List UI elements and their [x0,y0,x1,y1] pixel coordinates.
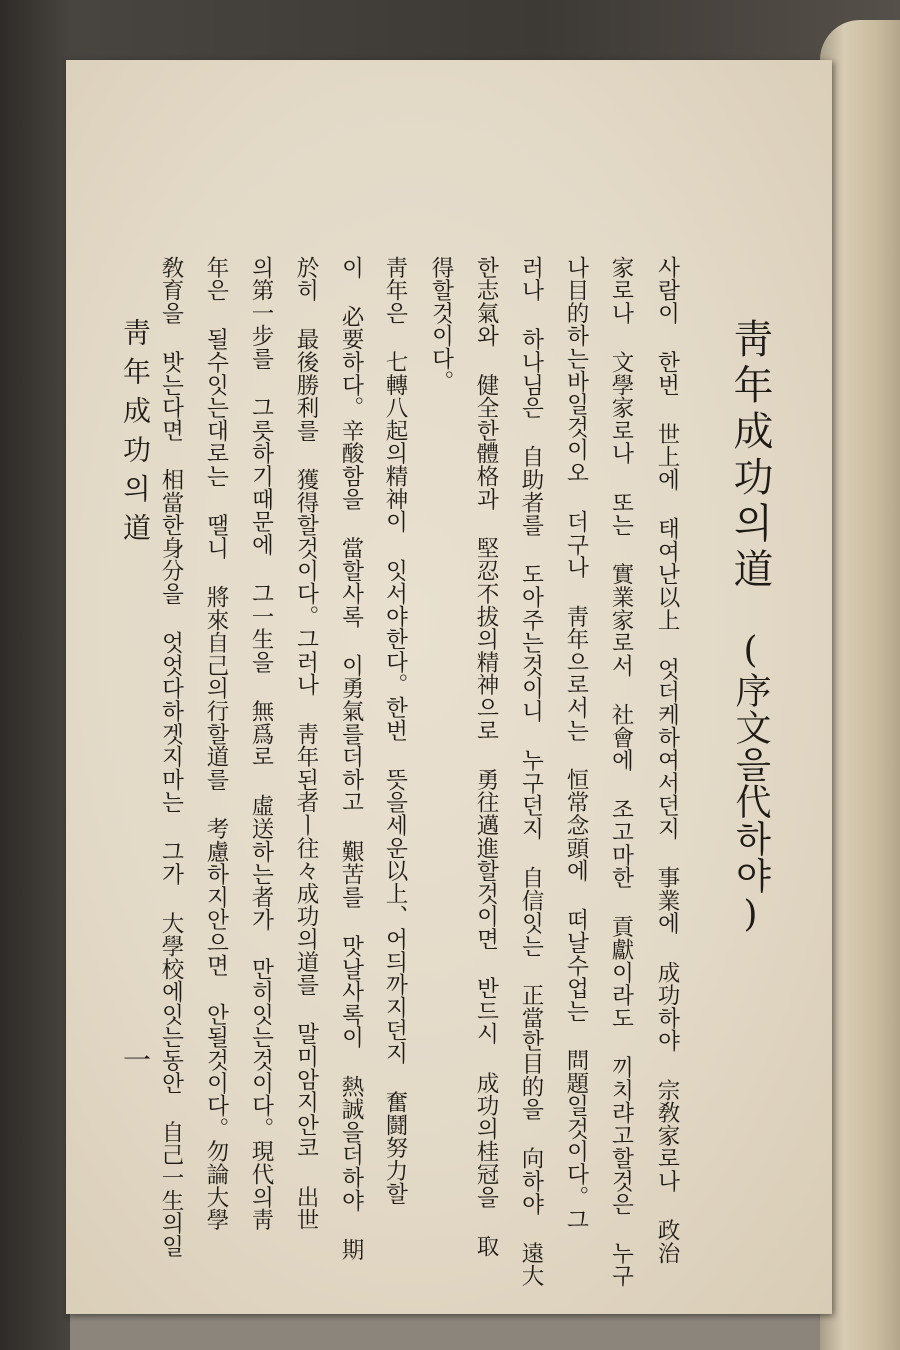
body-line-2: 家로나 文學家로나 또는 實業家로서 社會에 조고마한 貢獻이라도 끼치랴고할것은 누구 [608,256,634,1288]
book-page [66,60,832,1314]
body-line-10: 의第一步를 그릇하기때문에 그一生을 無爲로 虛送하는者가 만히잇는것이다。現代의靑 [248,256,274,1232]
page-number: 一 [119,1045,152,1073]
chapter-title: 靑年成功의道 [727,318,773,594]
body-line-8: 이 必要하다。辛酸함을 當할사록 이勇氣를더하고 艱苦를 맛날사록이 熱誠을더하야 期 [338,256,364,1261]
body-line-6: 得할것이다。 [428,256,454,393]
body-line-11: 年은 될수잇는대로는 땔니 將來自己의行할道를 考慮하지안으면 안될것이다。勿論大學 [203,256,229,1232]
body-line-5: 한志氣와 健全한體格과 堅忍不拔의精神으로 勇往邁進할것이면 반드시 成功의桂冠을 取 [473,256,499,1258]
body-line-7: 靑年은 七轉八起의精神이 잇서야한다。한번 뜻을세운以上、어듸까지던지 奮鬪努力할 [382,256,408,1205]
body-line-12: 敎育을 밧는다면 相當한身分을 엇엇다하겟지마는 그가 大學校에잇는동안 自己一生의일 [158,256,184,1258]
body-line-9: 於히 最後勝利를 獲得할것이다。그러나 靑年된者ㅣ往々成功의道를 말미암지안코 出世 [293,256,319,1232]
body-line-3: 나目的하는바일것이오 더구나 靑年으로서는 恒常念頭에 떠날수업는 問題일것이다。그 [563,256,589,1232]
bleed-through-text [832,60,900,1210]
running-header: 靑年成功의道 [119,318,152,552]
chapter-subtitle: (序文을代하야) [730,630,771,936]
body-line-1: 사람이 한번 世上에 태여난以上 엇더케하여서던지 事業에 成功하야 宗敎家로나 政治 [654,256,680,1265]
body-line-4: 러나 하나님은 自助者를 도아주는것이니 누구던지 自信잇는 正當한目的을 向하야 遠大 [518,256,544,1288]
